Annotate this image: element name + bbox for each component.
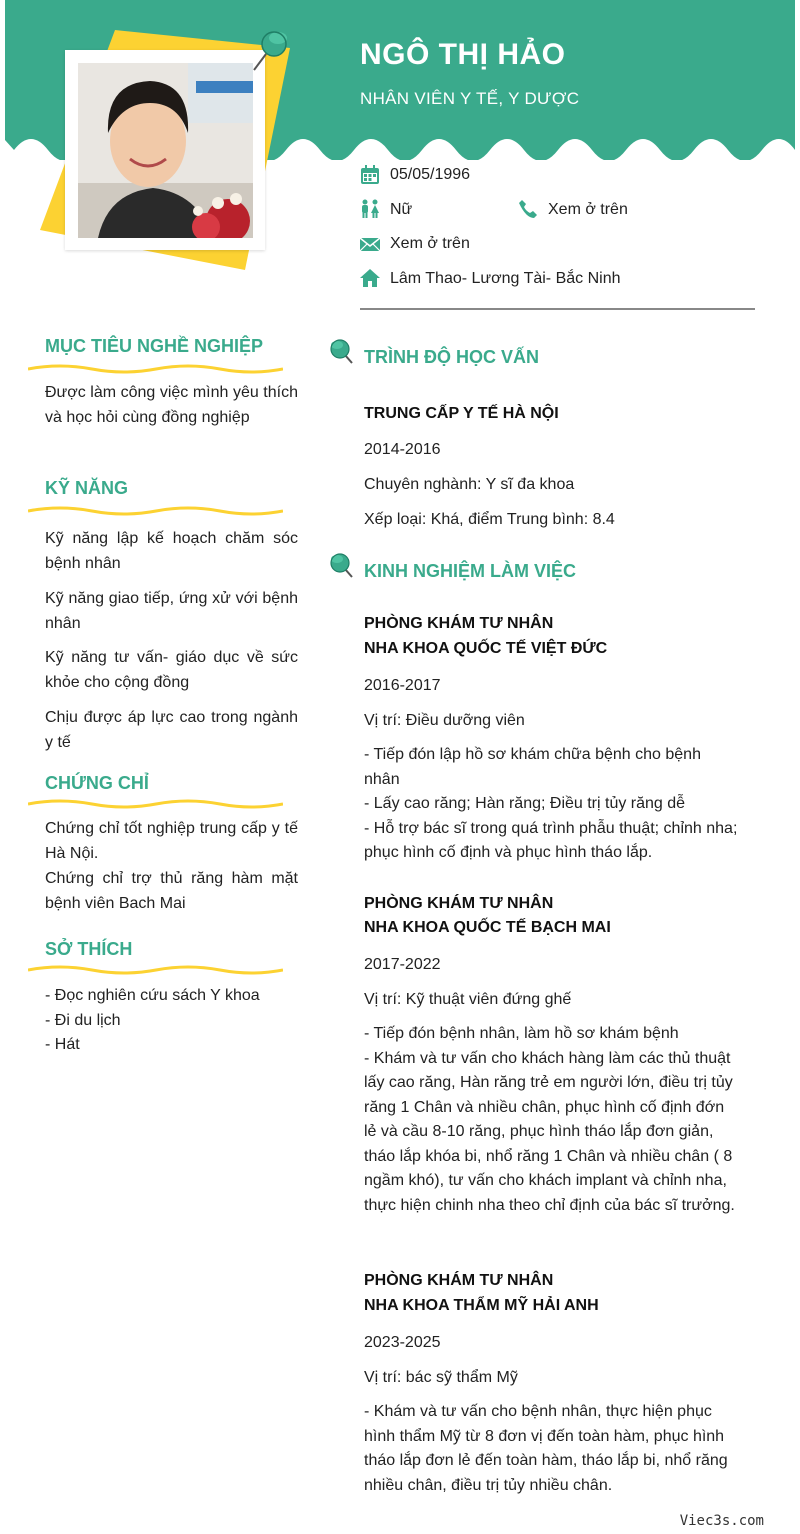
watermark: Viec3s.com	[679, 1513, 764, 1529]
candidate-name: NGÔ THỊ HẢO	[360, 38, 566, 71]
phone: Xem ở trên	[548, 201, 628, 218]
profile-photo	[78, 63, 253, 238]
pin-icon	[248, 26, 290, 72]
divider	[360, 308, 755, 310]
wavy-divider	[28, 798, 283, 810]
hobbies-title: SỞ THÍCH	[45, 939, 133, 959]
hobby-item: - Hát	[45, 1036, 80, 1053]
skills-title: KỸ NĂNG	[45, 478, 129, 498]
education-major: Chuyên nghành: Y sĩ đa khoa	[364, 476, 575, 493]
calendar-icon	[360, 165, 380, 185]
job-description: - Tiếp đón lập hồ sơ khám chữa bệnh cho bệnh nhân - Lấy cao răng; Hàn răng; Điều trị tủy răng dễ - Hỗ trợ bác sĩ trong quá trình phẫu thuật; chỉnh nha; phục hình cố định và phục hình tháo lắp.	[364, 746, 738, 861]
job-years: 2016-2017	[364, 677, 441, 694]
job-employer: PHÒNG KHÁM TƯ NHÂN	[364, 1272, 554, 1289]
job-description: - Khám và tư vấn cho bệnh nhân, thực hiện phục hình thẩm Mỹ từ 8 đơn vị đến toàn hàm, phục hình tháo lắp đơn lẻ đến toàn hàm, tháo lắp bi, nhổ răng nhiều chân, điều trị tủy nhiều chân.	[364, 1403, 728, 1494]
candidate-role: NHÂN VIÊN Y TẾ, Y DƯỢC	[360, 89, 580, 108]
home-icon	[360, 268, 380, 288]
gender-icon	[360, 199, 380, 219]
job-employer: PHÒNG KHÁM TƯ NHÂN	[364, 615, 554, 632]
wavy-divider	[28, 363, 283, 375]
skill-item: Kỹ năng lập kế hoạch chăm sóc bệnh nhân	[45, 530, 298, 572]
wavy-divider	[28, 964, 283, 976]
pin-icon	[328, 337, 358, 367]
job-position: Vị trí: bác sỹ thẩm Mỹ	[364, 1369, 518, 1386]
job-employer-name: NHA KHOA QUỐC TẾ BẠCH MAI	[364, 919, 611, 936]
certificate-item: Chứng chỉ trợ thủ răng hàm mặt bệnh viên Bach Mai	[45, 870, 298, 912]
job-employer-name: NHA KHOA QUỐC TẾ VIỆT ĐỨC	[364, 640, 608, 657]
objective-text: Được làm công việc mình yêu thích và học hỏi cùng đồng nghiệp	[45, 384, 298, 426]
hobby-item: - Đọc nghiên cứu sách Y khoa	[45, 987, 260, 1004]
hobby-item: - Đi du lịch	[45, 1012, 121, 1029]
objective-title: MỤC TIÊU NGHỀ NGHIỆP	[45, 336, 264, 356]
education-grade: Xếp loại: Khá, điểm Trung bình: 8.4	[364, 511, 615, 528]
certificates-title: CHỨNG CHỈ	[45, 773, 149, 793]
certificate-item: Chứng chỉ tốt nghiệp trung cấp y tế Hà Nội.	[45, 820, 298, 862]
wavy-divider	[28, 505, 283, 517]
phone-icon	[518, 199, 538, 219]
job-position: Vị trí: Kỹ thuật viên đứng ghế	[364, 991, 572, 1008]
job-years: 2023-2025	[364, 1334, 441, 1351]
education-years: 2014-2016	[364, 441, 441, 458]
email: Xem ở trên	[390, 235, 470, 252]
email-icon	[360, 234, 380, 254]
education-title: TRÌNH ĐỘ HỌC VẤN	[364, 347, 539, 367]
gender: Nữ	[390, 201, 413, 218]
address: Lâm Thao- Lương Tài- Bắc Ninh	[390, 270, 621, 287]
pin-icon	[328, 551, 358, 581]
birthday: 05/05/1996	[390, 166, 471, 183]
job-description: - Tiếp đón bệnh nhân, làm hồ sơ khám bệnh - Khám và tư vấn cho khách hàng làm các thủ thuật lấy cao răng, Hàn răng trẻ em người lớn, điều trị tủy răng 1 Chân và nhiều chân, phục hình cố định đớn lẻ và cầu 8-10 răng, phục hình tháo lắp đơn giản, tháo lắp khóa bi, nhổ răng 1 Chân và nhiều chân ( 8 ngầm khó), tư vấn cho khách implant và chỉnh nha, thực hiện chinh nha theo chỉ định của bác sĩ trưởng.	[364, 1025, 735, 1214]
job-position: Vị trí: Điều dưỡng viên	[364, 712, 525, 729]
job-employer-name: NHA KHOA THẨM MỸ HẢI ANH	[364, 1297, 599, 1314]
experience-title: KINH NGHIỆM LÀM VIỆC	[364, 561, 577, 581]
job-employer: PHÒNG KHÁM TƯ NHÂN	[364, 895, 554, 912]
skill-item: Chịu được áp lực cao trong ngành y tế	[45, 709, 298, 751]
school-name: TRUNG CẤP Y TẾ HÀ NỘI	[364, 405, 559, 422]
skill-item: Kỹ năng giao tiếp, ứng xử với bệnh nhân	[45, 590, 298, 632]
job-years: 2017-2022	[364, 956, 441, 973]
skill-item: Kỹ năng tư vấn- giáo dục về sức khỏe cho cộng đồng	[45, 649, 298, 691]
